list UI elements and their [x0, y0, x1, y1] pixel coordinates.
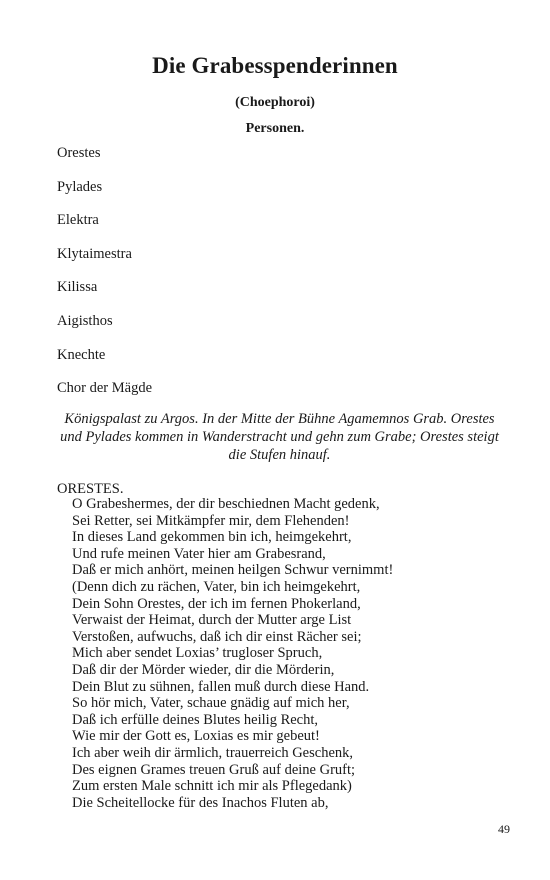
- verse-line: Dein Blut zu sühnen, fallen muß durch diese Hand.: [72, 678, 370, 695]
- speaker-name: ORESTES.: [57, 481, 124, 497]
- page-number: 49: [498, 822, 510, 836]
- verse-line: Dein Sohn Orestes, der ich im fernen Phokerland,: [72, 595, 361, 612]
- verse-line: In dieses Land gekommen bin ich, heimgekehrt,: [72, 529, 352, 546]
- cast-item: Kilissa: [57, 279, 98, 296]
- verse-line: Ich aber weih dir ärmlich, trauerreich Geschenk,: [72, 744, 354, 761]
- verse-line: Zum ersten Male schnitt ich mir als Pflegedank): [72, 778, 352, 795]
- cast-item: Orestes: [57, 145, 101, 161]
- verse-line: O Grabeshermes, der dir beschiednen Macht gedenk,: [72, 496, 380, 512]
- verse-line: (Denn dich zu rächen, Vater, bin ich heimgekehrt,: [72, 578, 361, 595]
- verse-line: Daß ich erfülle deines Blutes heilig Recht,: [72, 711, 319, 728]
- cast-heading: Personen.: [245, 121, 305, 136]
- cast-item: Klytaimestra: [57, 245, 132, 262]
- verse-line: Daß dir der Mörder wieder, dir die Mörderin,: [72, 661, 335, 678]
- play-title: Die Grabesspenderinnen: [152, 53, 398, 78]
- cast-item: Knechte: [57, 346, 106, 363]
- cast-item: Pylades: [57, 178, 103, 195]
- verse-line: Sei Retter, sei Mitkämpfer mir, dem Flehenden!: [72, 512, 350, 529]
- verse-line: So hör mich, Vater, schaue gnädig auf mich her,: [72, 695, 350, 712]
- cast-item: Chor der Mägde: [57, 380, 153, 397]
- verse-line: Des eignen Grames treuen Gruß auf deine Gruft;: [72, 761, 356, 778]
- verse-line: Und rufe meinen Vater hier am Grabesrand,: [72, 545, 326, 562]
- cast-item: Elektra: [57, 212, 99, 229]
- verse-line: Mich aber sendet Loxias’ trugloser Spruch,: [72, 645, 323, 662]
- verse-line: Verwaist der Heimat, durch der Mutter arge List: [72, 612, 352, 629]
- cast-item: Aigisthos: [57, 312, 113, 329]
- verse-line: Die Scheitellocke für des Inachos Fluten ab,: [72, 794, 329, 811]
- verse-line: Wie mir der Gott es, Loxias es mir gebeut!: [72, 728, 320, 745]
- cast-list: [57, 144, 152, 413]
- play-subtitle: (Choephoroi): [235, 95, 315, 110]
- verse-line: Daß er mich anhört, meinen heilgen Schwur vernimmt!: [72, 562, 394, 579]
- verse-block: [72, 496, 393, 811]
- verse-line: Verstoßen, aufwuchs, daß ich dir einst Rächer sei;: [72, 628, 362, 645]
- stage-direction: Königspalast zu Argos. In der Mitte der Bühne Agamemnos Grab. Orestes und Pylades kommen in Wanderstracht und gehn zum Grabe; Orestes steigt die Stufen hinauf.: [60, 411, 499, 463]
